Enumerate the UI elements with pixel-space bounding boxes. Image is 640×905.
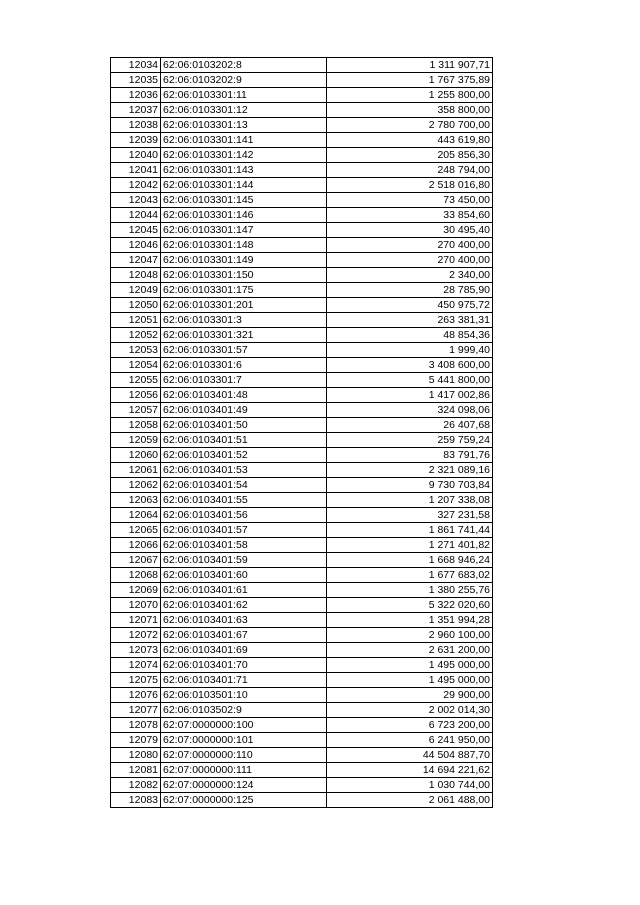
cadastral-number-cell: 62:06:0103401:49 <box>161 403 327 418</box>
table-row <box>111 418 493 433</box>
row-number-cell: 12062 <box>111 478 161 493</box>
cadastral-value-cell: 248 794,00 <box>327 163 493 178</box>
cadastral-value-cell: 450 975,72 <box>327 298 493 313</box>
cadastral-value-cell: 358 800,00 <box>327 103 493 118</box>
cadastral-number-cell: 62:06:0103202:9 <box>161 73 327 88</box>
row-number-cell: 12077 <box>111 703 161 718</box>
table-row <box>111 403 493 418</box>
cadastral-number-cell: 62:06:0103401:62 <box>161 598 327 613</box>
cadastral-value-cell: 2 002 014,30 <box>327 703 493 718</box>
row-number-cell: 12046 <box>111 238 161 253</box>
row-number-cell: 12082 <box>111 778 161 793</box>
cadastral-value-cell: 9 730 703,84 <box>327 478 493 493</box>
cadastral-number-cell: 62:06:0103301:146 <box>161 208 327 223</box>
cadastral-number-cell: 62:06:0103401:55 <box>161 493 327 508</box>
cadastral-value-cell: 1 255 800,00 <box>327 88 493 103</box>
table-row <box>111 643 493 658</box>
cadastral-number-cell: 62:06:0103301:11 <box>161 88 327 103</box>
cadastral-number-cell: 62:06:0103301:201 <box>161 298 327 313</box>
cadastral-value-cell: 2 960 100,00 <box>327 628 493 643</box>
row-number-cell: 12055 <box>111 373 161 388</box>
cadastral-number-cell: 62:06:0103401:69 <box>161 643 327 658</box>
cadastral-value-cell: 1 999,40 <box>327 343 493 358</box>
cadastral-number-cell: 62:06:0103301:145 <box>161 193 327 208</box>
row-number-cell: 12081 <box>111 763 161 778</box>
table-row <box>111 253 493 268</box>
table-row <box>111 373 493 388</box>
row-number-cell: 12060 <box>111 448 161 463</box>
table-row <box>111 748 493 763</box>
cadastral-number-cell: 62:06:0103401:50 <box>161 418 327 433</box>
row-number-cell: 12069 <box>111 583 161 598</box>
cadastral-value-cell: 29 900,00 <box>327 688 493 703</box>
cadastral-number-cell: 62:06:0103301:13 <box>161 118 327 133</box>
table-row <box>111 193 493 208</box>
row-number-cell: 12054 <box>111 358 161 373</box>
cadastral-value-cell: 1 311 907,71 <box>327 58 493 73</box>
cadastral-number-cell: 62:06:0103401:57 <box>161 523 327 538</box>
cadastral-value-cell: 83 791,76 <box>327 448 493 463</box>
row-number-cell: 12080 <box>111 748 161 763</box>
cadastral-number-cell: 62:06:0103301:148 <box>161 238 327 253</box>
cadastral-number-cell: 62:07:0000000:110 <box>161 748 327 763</box>
cadastral-number-cell: 62:06:0103401:52 <box>161 448 327 463</box>
row-number-cell: 12079 <box>111 733 161 748</box>
cadastral-value-cell: 270 400,00 <box>327 238 493 253</box>
cadastral-value-cell: 33 854,60 <box>327 208 493 223</box>
cadastral-number-cell: 62:07:0000000:101 <box>161 733 327 748</box>
cadastral-number-cell: 62:06:0103401:48 <box>161 388 327 403</box>
row-number-cell: 12048 <box>111 268 161 283</box>
cadastral-value-cell: 1 767 375,89 <box>327 73 493 88</box>
cadastral-value-cell: 259 759,24 <box>327 433 493 448</box>
table-row <box>111 568 493 583</box>
table-row <box>111 223 493 238</box>
table-row <box>111 238 493 253</box>
table-row <box>111 598 493 613</box>
cadastral-number-cell: 62:06:0103401:63 <box>161 613 327 628</box>
cadastral-number-cell: 62:06:0103401:59 <box>161 553 327 568</box>
cadastral-value-cell: 1 495 000,00 <box>327 658 493 673</box>
table-row <box>111 628 493 643</box>
table-row <box>111 688 493 703</box>
cadastral-value-cell: 48 854,36 <box>327 328 493 343</box>
row-number-cell: 12036 <box>111 88 161 103</box>
cadastral-number-cell: 62:06:0103301:321 <box>161 328 327 343</box>
table-row <box>111 763 493 778</box>
cadastral-value-cell: 6 241 950,00 <box>327 733 493 748</box>
cadastral-number-cell: 62:06:0103301:142 <box>161 148 327 163</box>
cadastral-number-cell: 62:06:0103301:12 <box>161 103 327 118</box>
table-row <box>111 718 493 733</box>
table-row <box>111 313 493 328</box>
table-row <box>111 778 493 793</box>
table-row <box>111 553 493 568</box>
cadastral-value-cell: 2 061 488,00 <box>327 793 493 808</box>
row-number-cell: 12076 <box>111 688 161 703</box>
cadastral-number-cell: 62:06:0103401:61 <box>161 583 327 598</box>
row-number-cell: 12035 <box>111 73 161 88</box>
cadastral-value-cell: 1 417 002,86 <box>327 388 493 403</box>
row-number-cell: 12061 <box>111 463 161 478</box>
row-number-cell: 12083 <box>111 793 161 808</box>
cadastral-value-cell: 1 380 255,76 <box>327 583 493 598</box>
table-row <box>111 208 493 223</box>
cadastral-number-cell: 62:06:0103401:54 <box>161 478 327 493</box>
cadastral-number-cell: 62:06:0103501:10 <box>161 688 327 703</box>
row-number-cell: 12068 <box>111 568 161 583</box>
cadastral-value-cell: 30 495,40 <box>327 223 493 238</box>
table-row <box>111 73 493 88</box>
table-row <box>111 448 493 463</box>
cadastral-number-cell: 62:06:0103301:150 <box>161 268 327 283</box>
row-number-cell: 12065 <box>111 523 161 538</box>
cadastral-number-cell: 62:06:0103301:147 <box>161 223 327 238</box>
cadastral-number-cell: 62:06:0103301:6 <box>161 358 327 373</box>
row-number-cell: 12051 <box>111 313 161 328</box>
table-row <box>111 538 493 553</box>
cadastral-value-cell: 2 780 700,00 <box>327 118 493 133</box>
cadastral-number-cell: 62:06:0103301:3 <box>161 313 327 328</box>
table-row <box>111 163 493 178</box>
table-row <box>111 148 493 163</box>
cadastral-number-cell: 62:06:0103401:58 <box>161 538 327 553</box>
cadastral-number-cell: 62:06:0103301:175 <box>161 283 327 298</box>
cadastral-number-cell: 62:06:0103401:53 <box>161 463 327 478</box>
cadastral-number-cell: 62:07:0000000:125 <box>161 793 327 808</box>
cadastral-number-cell: 62:06:0103401:67 <box>161 628 327 643</box>
cadastral-number-cell: 62:06:0103301:141 <box>161 133 327 148</box>
row-number-cell: 12067 <box>111 553 161 568</box>
row-number-cell: 12078 <box>111 718 161 733</box>
cadastral-value-cell: 263 381,31 <box>327 313 493 328</box>
cadastral-value-cell: 327 231,58 <box>327 508 493 523</box>
table-row <box>111 103 493 118</box>
row-number-cell: 12075 <box>111 673 161 688</box>
cadastral-value-cell: 2 518 016,80 <box>327 178 493 193</box>
cadastral-value-cell: 2 631 200,00 <box>327 643 493 658</box>
cadastral-value-cell: 1 668 946,24 <box>327 553 493 568</box>
cadastral-number-cell: 62:06:0103301:149 <box>161 253 327 268</box>
cadastral-value-cell: 6 723 200,00 <box>327 718 493 733</box>
cadastral-number-cell: 62:07:0000000:111 <box>161 763 327 778</box>
row-number-cell: 12056 <box>111 388 161 403</box>
row-number-cell: 12044 <box>111 208 161 223</box>
row-number-cell: 12057 <box>111 403 161 418</box>
row-number-cell: 12066 <box>111 538 161 553</box>
cadastral-value-cell: 1 495 000,00 <box>327 673 493 688</box>
cadastral-value-cell: 270 400,00 <box>327 253 493 268</box>
row-number-cell: 12072 <box>111 628 161 643</box>
table-row <box>111 133 493 148</box>
row-number-cell: 12039 <box>111 133 161 148</box>
cadastral-value-cell: 1 030 744,00 <box>327 778 493 793</box>
cadastral-number-cell: 62:07:0000000:100 <box>161 718 327 733</box>
table-row <box>111 88 493 103</box>
row-number-cell: 12047 <box>111 253 161 268</box>
cadastral-value-cell: 443 619,80 <box>327 133 493 148</box>
table-row <box>111 268 493 283</box>
table-row <box>111 388 493 403</box>
row-number-cell: 12059 <box>111 433 161 448</box>
table-row <box>111 658 493 673</box>
cadastral-number-cell: 62:06:0103502:9 <box>161 703 327 718</box>
table-row <box>111 433 493 448</box>
row-number-cell: 12074 <box>111 658 161 673</box>
cadastral-value-cell: 1 351 994,28 <box>327 613 493 628</box>
cadastral-value-cell: 205 856,30 <box>327 148 493 163</box>
cadastral-value-cell: 1 677 683,02 <box>327 568 493 583</box>
cadastral-value-cell: 1 207 338,08 <box>327 493 493 508</box>
table-row <box>111 703 493 718</box>
table-row <box>111 343 493 358</box>
row-number-cell: 12042 <box>111 178 161 193</box>
cadastral-value-cell: 28 785,90 <box>327 283 493 298</box>
table-row <box>111 583 493 598</box>
cadastral-value-cell: 324 098,06 <box>327 403 493 418</box>
table-row <box>111 328 493 343</box>
row-number-cell: 12052 <box>111 328 161 343</box>
table-row <box>111 283 493 298</box>
row-number-cell: 12050 <box>111 298 161 313</box>
cadastral-number-cell: 62:06:0103301:144 <box>161 178 327 193</box>
cadastral-value-cell: 26 407,68 <box>327 418 493 433</box>
cadastral-number-cell: 62:06:0103401:71 <box>161 673 327 688</box>
cadastral-value-cell: 5 322 020,60 <box>327 598 493 613</box>
table-row <box>111 118 493 133</box>
table-row <box>111 478 493 493</box>
cadastral-number-cell: 62:06:0103301:143 <box>161 163 327 178</box>
row-number-cell: 12064 <box>111 508 161 523</box>
row-number-cell: 12053 <box>111 343 161 358</box>
cadastral-value-cell: 44 504 887,70 <box>327 748 493 763</box>
cadastral-number-cell: 62:06:0103301:7 <box>161 373 327 388</box>
row-number-cell: 12045 <box>111 223 161 238</box>
row-number-cell: 12071 <box>111 613 161 628</box>
row-number-cell: 12037 <box>111 103 161 118</box>
table-row <box>111 493 493 508</box>
row-number-cell: 12043 <box>111 193 161 208</box>
cadastral-number-cell: 62:06:0103202:8 <box>161 58 327 73</box>
row-number-cell: 12063 <box>111 493 161 508</box>
table-row <box>111 523 493 538</box>
row-number-cell: 12049 <box>111 283 161 298</box>
cadastral-value-cell: 14 694 221,62 <box>327 763 493 778</box>
table-body <box>111 58 493 808</box>
cadastral-value-cell: 2 321 089,16 <box>327 463 493 478</box>
cadastral-value-cell: 1 271 401,82 <box>327 538 493 553</box>
table-row <box>111 508 493 523</box>
cadastral-value-cell: 2 340,00 <box>327 268 493 283</box>
table-row <box>111 178 493 193</box>
row-number-cell: 12038 <box>111 118 161 133</box>
row-number-cell: 12058 <box>111 418 161 433</box>
row-number-cell: 12041 <box>111 163 161 178</box>
cadastral-number-cell: 62:06:0103401:60 <box>161 568 327 583</box>
cadastre-value-table <box>110 57 493 808</box>
table-row <box>111 793 493 808</box>
cadastral-number-cell: 62:06:0103401:51 <box>161 433 327 448</box>
cadastral-value-cell: 3 408 600,00 <box>327 358 493 373</box>
cadastral-value-cell: 1 861 741,44 <box>327 523 493 538</box>
cadastral-value-cell: 5 441 800,00 <box>327 373 493 388</box>
row-number-cell: 12073 <box>111 643 161 658</box>
table-row <box>111 463 493 478</box>
table-row <box>111 58 493 73</box>
cadastral-number-cell: 62:06:0103401:56 <box>161 508 327 523</box>
table-row <box>111 733 493 748</box>
table-row <box>111 298 493 313</box>
cadastral-value-cell: 73 450,00 <box>327 193 493 208</box>
cadastral-number-cell: 62:07:0000000:124 <box>161 778 327 793</box>
row-number-cell: 12034 <box>111 58 161 73</box>
table-row <box>111 673 493 688</box>
table-row <box>111 613 493 628</box>
table-row <box>111 358 493 373</box>
row-number-cell: 12040 <box>111 148 161 163</box>
cadastral-number-cell: 62:06:0103401:70 <box>161 658 327 673</box>
row-number-cell: 12070 <box>111 598 161 613</box>
cadastral-number-cell: 62:06:0103301:57 <box>161 343 327 358</box>
